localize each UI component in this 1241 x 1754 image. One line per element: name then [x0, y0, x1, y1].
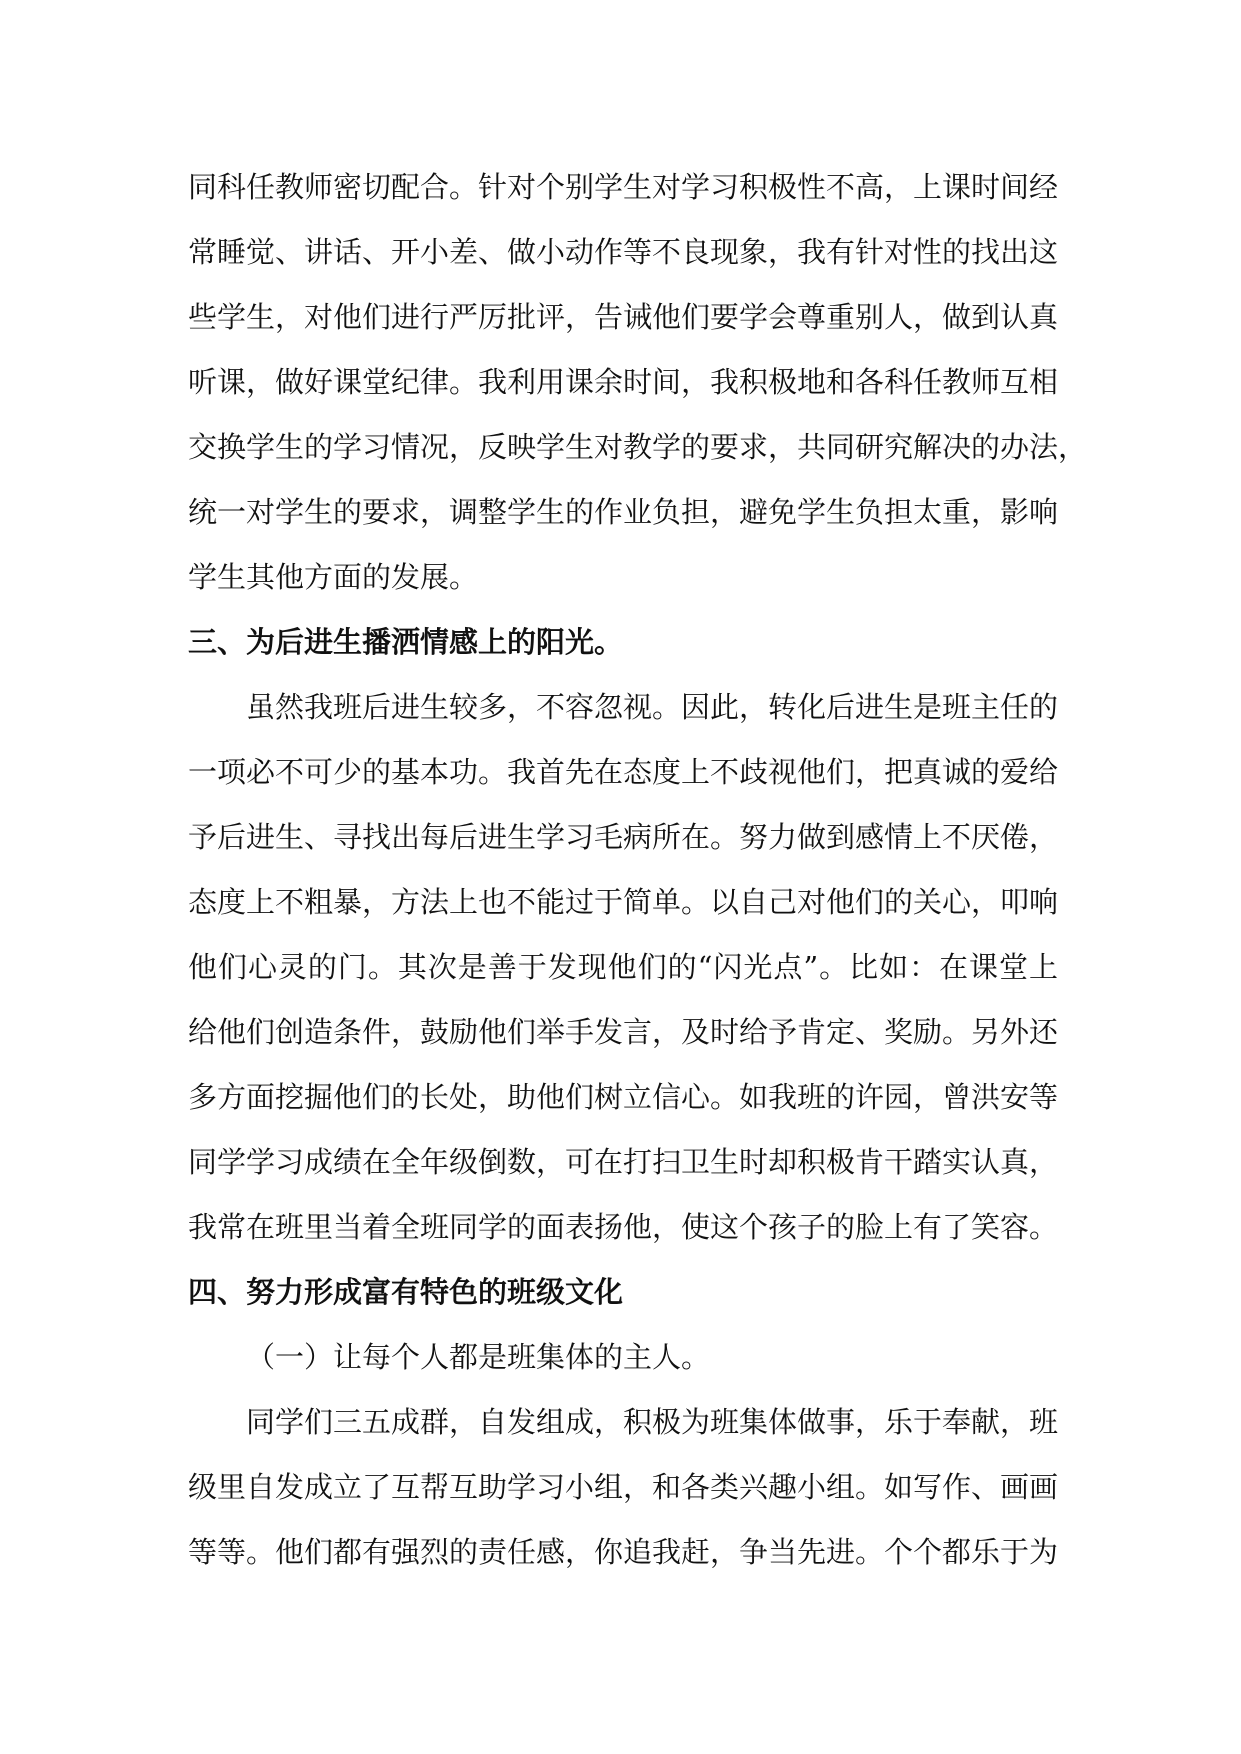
text-line: [188, 155, 1058, 220]
text-line-content: （一）让每个人都是班集体的主人。: [246, 1340, 711, 1374]
text-line: [188, 545, 1058, 610]
text-line: [188, 1065, 1058, 1130]
text-line-content: 同科任教师密切配合。针对个别学生对学习积极性不高，上课时间经: [188, 170, 1059, 204]
text-line-content: 同学们三五成群，自发组成，积极为班集体做事，乐于奉献，班: [246, 1405, 1059, 1439]
text-line: [188, 1195, 1058, 1260]
text-line-content: 三、为后进生播洒情感上的阳光。: [188, 625, 624, 659]
text-line-content: 予后进生、寻找出每后进生学习毛病所在。努力做到感情上不厌倦，: [188, 820, 1059, 854]
section-heading: [188, 1260, 1058, 1325]
text-line: [188, 1000, 1058, 1065]
text-line: [188, 805, 1058, 870]
text-line: [188, 285, 1058, 350]
text-line-content: 交换学生的学习情况，反映学生对教学的要求，共同研究解决的办法，: [188, 430, 1088, 464]
text-line-content: 一项必不可少的基本功。我首先在态度上不歧视他们，把真诚的爱给: [188, 755, 1059, 789]
text-line: [188, 1455, 1058, 1520]
text-line: [188, 1390, 1058, 1455]
text-line-content: 我常在班里当着全班同学的面表扬他，使这个孩子的脸上有了笑容。: [188, 1210, 1059, 1244]
text-line: [188, 1325, 1058, 1390]
text-line: [188, 220, 1058, 285]
document-body: [188, 155, 1088, 1585]
text-line-content: 统一对学生的要求，调整学生的作业负担，避免学生负担太重，影响: [188, 495, 1059, 529]
text-line-content: 听课，做好课堂纪律。我利用课余时间，我积极地和各科任教师互相: [188, 365, 1059, 399]
text-line: [188, 935, 1058, 1000]
text-line-content: 态度上不粗暴，方法上也不能过于简单。以自己对他们的关心，叩响: [188, 885, 1059, 919]
text-line: [188, 350, 1058, 415]
text-line-content: 些学生，对他们进行严厉批评，告诫他们要学会尊重别人，做到认真: [188, 300, 1059, 334]
text-line: [188, 1130, 1058, 1195]
text-line-content: 多方面挖掘他们的长处，助他们树立信心。如我班的许园，曾洪安等: [188, 1080, 1059, 1114]
text-line: [188, 675, 1058, 740]
text-line-content: 学生其他方面的发展。: [188, 560, 479, 594]
text-line: [188, 740, 1058, 805]
text-line: [188, 870, 1058, 935]
text-line-content: 四、努力形成富有特色的班级文化: [188, 1275, 624, 1309]
text-line-content: 给他们创造条件，鼓励他们举手发言，及时给予肯定、奖励。另外还: [188, 1015, 1059, 1049]
text-line-content: 虽然我班后进生较多，不容忽视。因此，转化后进生是班主任的: [246, 690, 1059, 724]
text-line: [188, 480, 1058, 545]
text-line: [188, 1520, 1058, 1585]
text-line-content: 级里自发成立了互帮互助学习小组，和各类兴趣小组。如写作、画画: [188, 1470, 1059, 1504]
text-line-content: 等等。他们都有强烈的责任感，你追我赶，争当先进。个个都乐于为: [188, 1535, 1059, 1569]
text-line-content: 他们心灵的门。其次是善于发现他们的“闪光点”。比如：在课堂上: [188, 950, 1058, 984]
section-heading: [188, 610, 1058, 675]
text-line-content: 同学学习成绩在全年级倒数，可在打扫卫生时却积极肯干踏实认真，: [188, 1145, 1059, 1179]
text-line-content: 常睡觉、讲话、开小差、做小动作等不良现象，我有针对性的找出这: [188, 235, 1059, 269]
text-line: [188, 415, 1088, 480]
